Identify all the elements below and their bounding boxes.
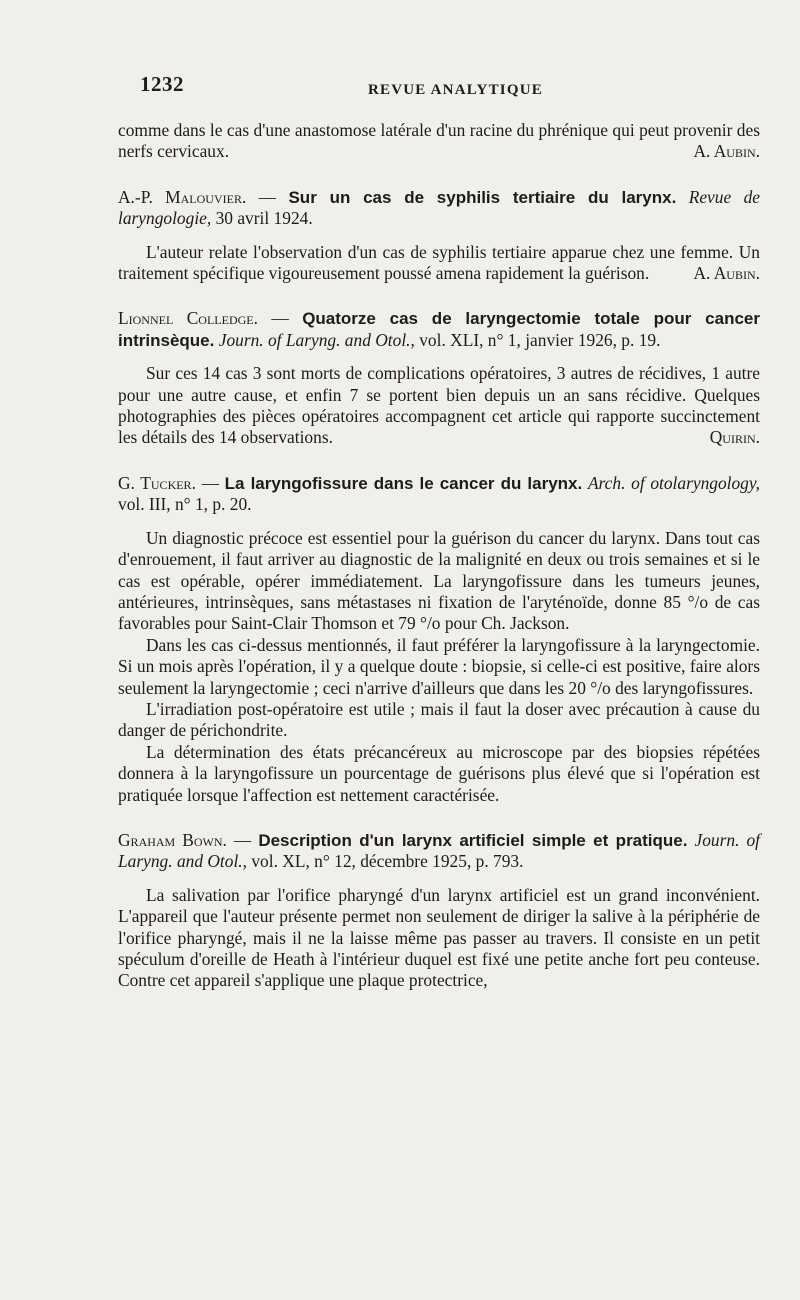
entry-malouvier <box>118 187 760 285</box>
entry-paragraph: Dans les cas ci-dessus mentionnés, il faut préférer la laryngofissure à la laryngectomie. Si un mois après l'opération, il y a quelque doute : biopsie, si celle-ci est positive, faire alors seulement la laryngectomie ; ceci n'arrive d'ailleurs que dans les 20 °/o des laryngofissures. <box>118 634 760 698</box>
entry-journal: Revue de laryngologie, <box>118 186 760 229</box>
entry-citation <box>118 473 760 516</box>
entry-citation <box>118 308 760 351</box>
entry-author: Lionnel Colledge. — <box>118 308 289 329</box>
entry-reference: 30 avril 1924. <box>215 208 313 229</box>
entry-signature: A. Aubin. <box>693 263 760 284</box>
entry-signature: A. Aubin. <box>693 141 760 162</box>
entry-citation <box>118 187 760 230</box>
entry-author: A.-P. Malouvier. — <box>118 186 277 207</box>
entry-signature: Quirin. <box>709 427 760 448</box>
entry-bown <box>118 830 760 992</box>
page-content <box>118 120 760 992</box>
entry-paragraph: La détermination des états précancéreux au microscope par des biopsies répétées donnera à la laryngofissure un pourcentage de guérisons plus élevé que si l'opération est pratiquée lorsque l'affection est nettement caractérisée. <box>118 741 760 805</box>
entry-reference: vol. XLI, n° 1, janvier 1926, p. 19. <box>419 329 661 350</box>
entry-journal: Journ. of Laryng. and Otol., <box>218 329 415 350</box>
entry-title: Quatorze cas de laryngectomie totale pour cancer intrinsèque. <box>118 309 760 350</box>
page-number: 1232 <box>140 72 184 96</box>
entry-paragraph: La salivation par l'orifice pharyngé d'un larynx artificiel est un grand inconvénient. L'appareil que l'auteur présente permet non seulement de diriger la salive à la périphérie de l'orifice pharyngé, mais il ne la laisse même pas passer au travers. Il consiste en un petit spéculum d'oreille de Heath à l'intérieur duquel est fixé une petite anche fort peu conteuse. Contre cet appareil s'applique une plaque protectrice, <box>118 884 760 991</box>
entry-author: Graham Bown. — <box>118 829 252 850</box>
entry-journal: Arch. of otolaryngology, <box>587 472 760 493</box>
entry-title: La laryngofissure dans le cancer du larynx. <box>224 473 583 493</box>
entry-paragraph: Un diagnostic précoce est essentiel pour la guérison du cancer du larynx. Dans tout cas d'enrouement, il faut arriver au diagnostic de la malignité en deux ou trois semaines et si le cas est opérable, opérer immédiatement. La laryngofissure dans les tumeurs jeunes, antérieures, intrinsèques, sans métastases ni fixation de l'aryténoïde, donne 85 °/o de cas favorables pour Saint-Clair Thomson et 79 °/o pour Ch. Jackson. <box>118 527 760 634</box>
page-header <box>118 70 770 104</box>
entry-tucker <box>118 473 760 806</box>
entry-paragraph: L'irradiation post-opératoire est utile ; mais il faut la doser avec précaution à cause du danger de périchondrite. <box>118 698 760 741</box>
entry-citation <box>118 830 760 873</box>
running-title: REVUE ANALYTIQUE <box>368 82 543 98</box>
entry-author: G. Tucker. — <box>118 472 219 493</box>
entry-journal: Journ. of Laryng. and Otol., <box>118 829 760 872</box>
entry-carry <box>118 120 760 163</box>
entry-paragraph: comme dans le cas d'une anastomose latérale d'un racine du phrénique qui peut provenir des nerfs cervicaux. A. Aubin. <box>118 120 760 162</box>
entry-colledge <box>118 308 760 448</box>
entry-reference: vol. XL, n° 12, décembre 1925, p. 793. <box>251 851 524 872</box>
entry-paragraph: Sur ces 14 cas 3 sont morts de complications opératoires, 3 autres de récidives, 1 autre pour une autre cause, et enfin 7 se portent bien depuis un an sans récidive. Quelques photographies des pièces opératoires accompagnent cet article qui rapporte succinctement les détails des 14 observations. Quirin. <box>118 363 760 448</box>
entry-title: Description d'un larynx artificiel simple et pratique. <box>258 830 688 850</box>
entry-reference: vol. III, n° 1, p. 20. <box>118 494 252 515</box>
entry-paragraph: L'auteur relate l'observation d'un cas de syphilis tertiaire apparue chez une femme. Un traitement spécifique vigoureusement poussé amena rapidement la guérison. A. Aubin. <box>118 241 760 284</box>
entry-title: Sur un cas de syphilis tertiaire du larynx. <box>288 187 677 207</box>
